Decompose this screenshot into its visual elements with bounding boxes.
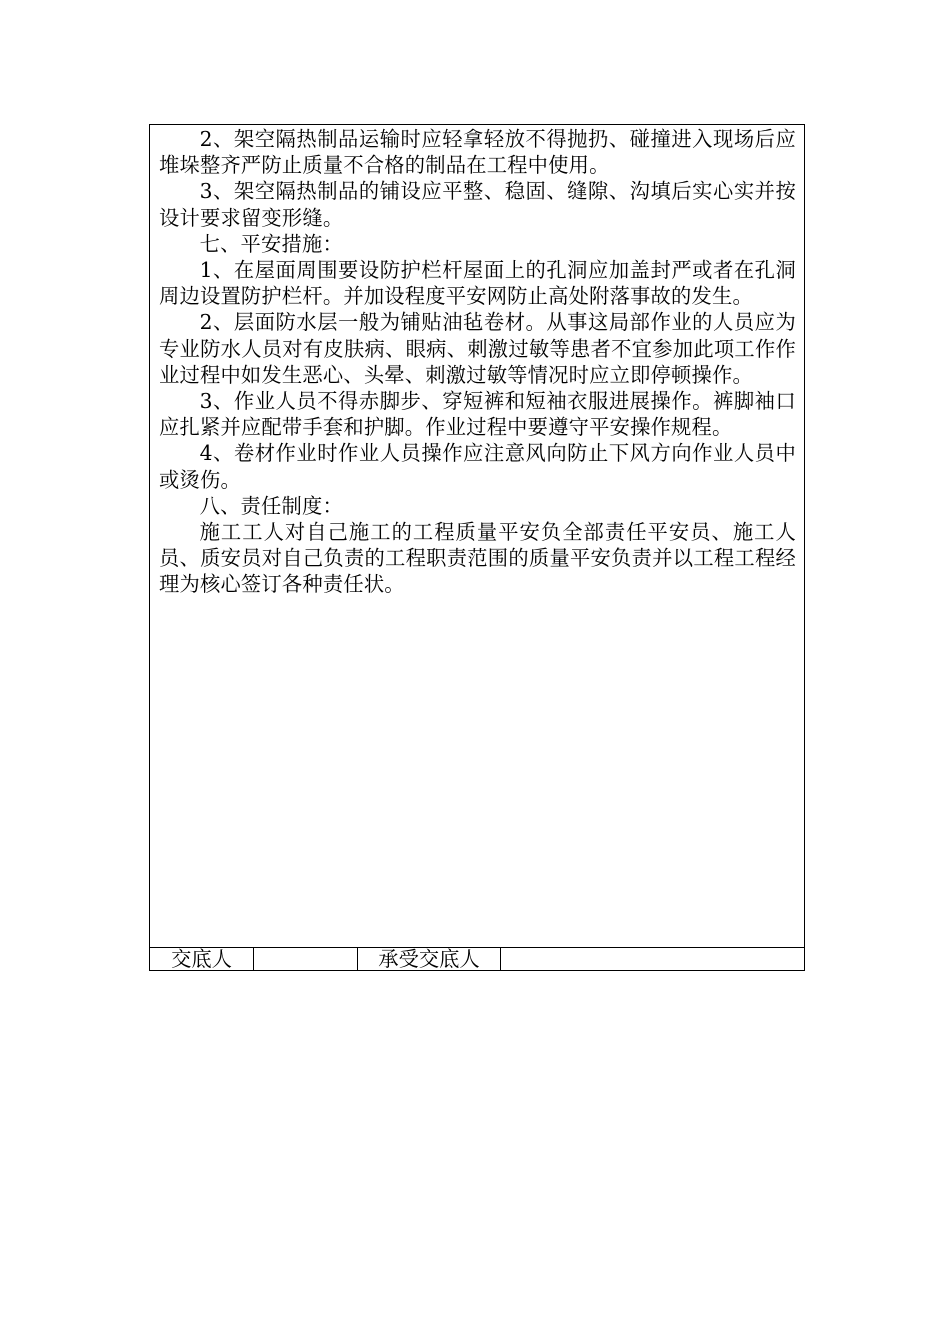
section-heading: 八、责任制度：	[199, 493, 343, 518]
receiver-field[interactable]	[501, 948, 804, 971]
disclosure-table	[149, 124, 805, 971]
discloser-field[interactable]	[254, 948, 358, 971]
signature-row	[150, 947, 804, 970]
content-cell	[150, 125, 804, 946]
discloser-label: 交底人	[150, 948, 254, 971]
paragraph: 2、架空隔热制品运输时应轻拿轻放不得抛扔、碰撞进入现场后应堆垛整齐严防止质量不合格的制品在工程中使用。	[159, 127, 796, 178]
paragraph: 1、在屋面周围要设防护栏杆屋面上的孔洞应加盖封严或者在孔洞周边设置防护栏杆。并加设程度平安网防止高处附落事故的发生。	[159, 258, 796, 309]
paragraph: 施工工人对自己施工的工程质量平安负全部责任平安员、施工人员、质安员对自己负责的工程职责范围的质量平安负责并以工程工程经理为核心签订各种责任状。	[159, 520, 796, 597]
paragraph: 2、层面防水层一般为铺贴油毡卷材。从事这局部作业的人员应为专业防水人员对有皮肤病、眼病、刺激过敏等患者不宜参加此项工作作业过程中如发生恶心、头晕、刺激过敏等情况时应立即停顿操作。	[159, 310, 796, 387]
receiver-label: 承受交底人	[358, 948, 501, 971]
paragraph: 3、作业人员不得赤脚步、穿短裤和短袖衣服进展操作。裤脚袖口应扎紧并应配带手套和护脚。作业过程中要遵守平安操作规程。	[159, 389, 796, 440]
paragraph: 4、卷材作业时作业人员操作应注意风向防止下风方向作业人员中或烫伤。	[159, 441, 796, 492]
section-heading: 七、平安措施：	[199, 231, 343, 256]
paragraph: 3、架空隔热制品的铺设应平整、稳固、缝隙、沟填后实心实并按设计要求留变形缝。	[159, 179, 796, 230]
